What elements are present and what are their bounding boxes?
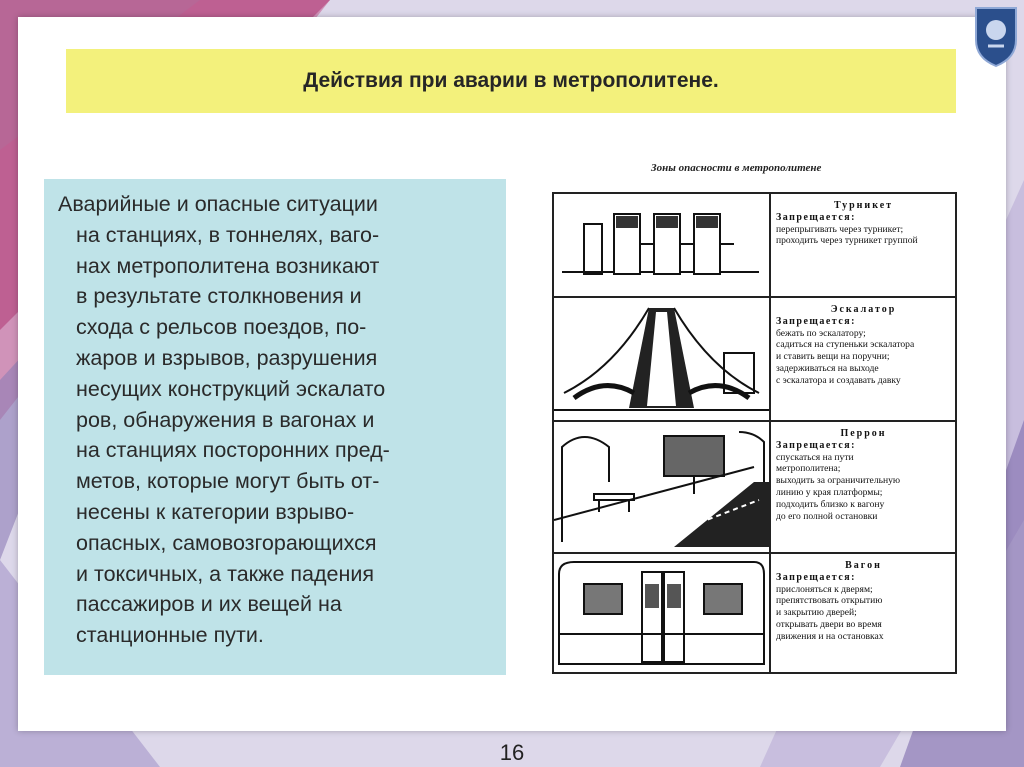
zone-rule: и закрытию дверей;	[776, 607, 857, 619]
slide	[18, 17, 1006, 731]
zone-rule: до его полной остановки	[776, 510, 878, 522]
zone-text-turnstile	[772, 194, 955, 296]
zone-row-turnstile	[554, 194, 955, 298]
body-line: Аварийные и опасные ситуации	[58, 192, 378, 216]
zone-rule: препятствовать открытию	[776, 595, 883, 607]
body-line: несущих конструкций эскалато	[76, 376, 386, 401]
zone-rule: открывать двери во время	[776, 618, 882, 630]
body-line: пассажиров и их вещей на	[76, 592, 342, 617]
zone-text-escalator	[772, 298, 955, 420]
zone-rule: метрополитена;	[776, 463, 841, 475]
zone-row-platform	[554, 422, 955, 554]
zone-rule: прислоняться к дверям;	[776, 583, 873, 595]
body-text	[58, 189, 498, 651]
zone-name: Турникет	[833, 200, 894, 211]
escalator-illustration	[554, 298, 771, 420]
zone-name: Перрон	[840, 428, 887, 439]
zone-rule: линию у края платформы;	[776, 486, 883, 498]
zone-text-platform	[772, 422, 955, 552]
zone-row-escalator	[554, 298, 955, 422]
zone-rule: движения и на остановках	[776, 630, 884, 642]
train-car-illustration	[554, 554, 771, 672]
zone-name: Эскалатор	[830, 304, 897, 315]
zone-rule: выходить за ограничительную	[776, 475, 901, 487]
body-line: схода с рельсов поездов, по-	[76, 315, 367, 340]
turnstile-illustration	[554, 194, 771, 296]
zone-rule: подходить близко к вагону	[776, 498, 885, 510]
zone-rule: спускаться на пути	[776, 451, 854, 463]
title-bar	[66, 49, 956, 113]
body-text-box	[44, 179, 506, 675]
body-line: метов, которые могут быть от-	[76, 469, 380, 494]
zone-rule: бежать по эскалатору;	[776, 327, 866, 339]
zone-rule: задерживаться на выходе	[776, 362, 879, 374]
body-line: опасных, самовозгорающихся	[76, 530, 377, 555]
danger-zones-figure	[552, 192, 957, 674]
zone-rule: перепрыгивать через турникет;	[776, 223, 904, 235]
body-line: на станциях, в тоннелях, ваго-	[76, 222, 380, 247]
figure-caption: Зоны опасности в метрополитене	[651, 162, 822, 174]
emblem-logo-icon	[968, 0, 1024, 72]
body-line: несены к категории взрыво-	[76, 499, 355, 524]
body-line: нах метрополитена возникают	[76, 253, 380, 278]
zone-text-train-car	[772, 554, 955, 672]
body-line: станционные пути.	[76, 623, 264, 648]
page-number: 16	[499, 740, 525, 765]
zone-name: Вагон	[845, 560, 882, 571]
body-line: на станциях посторонних пред-	[76, 438, 390, 463]
zone-forbidden-label: Запрещается:	[776, 315, 857, 327]
body-line: и токсичных, а также падения	[76, 561, 375, 586]
zone-rule: с эскалатора и создавать давку	[776, 374, 901, 386]
zone-forbidden-label: Запрещается:	[776, 571, 857, 583]
zone-rule: проходить через турникет группой	[776, 235, 918, 247]
zone-rule: садиться на ступеньки эскалатора	[776, 339, 915, 351]
zone-forbidden-label: Запрещается:	[776, 211, 857, 223]
zone-forbidden-label: Запрещается:	[776, 439, 857, 451]
platform-illustration	[554, 422, 771, 552]
zone-row-train-car	[554, 554, 955, 672]
slide-title: Действия при аварии в метрополитене.	[303, 69, 719, 92]
zone-rule: и ставить вещи на поручни;	[776, 351, 890, 363]
body-line: в результате столкновения и	[76, 284, 362, 309]
body-line: ров, обнаружения в вагонах и	[76, 407, 375, 432]
body-line: жаров и взрывов, разрушения	[76, 345, 378, 370]
